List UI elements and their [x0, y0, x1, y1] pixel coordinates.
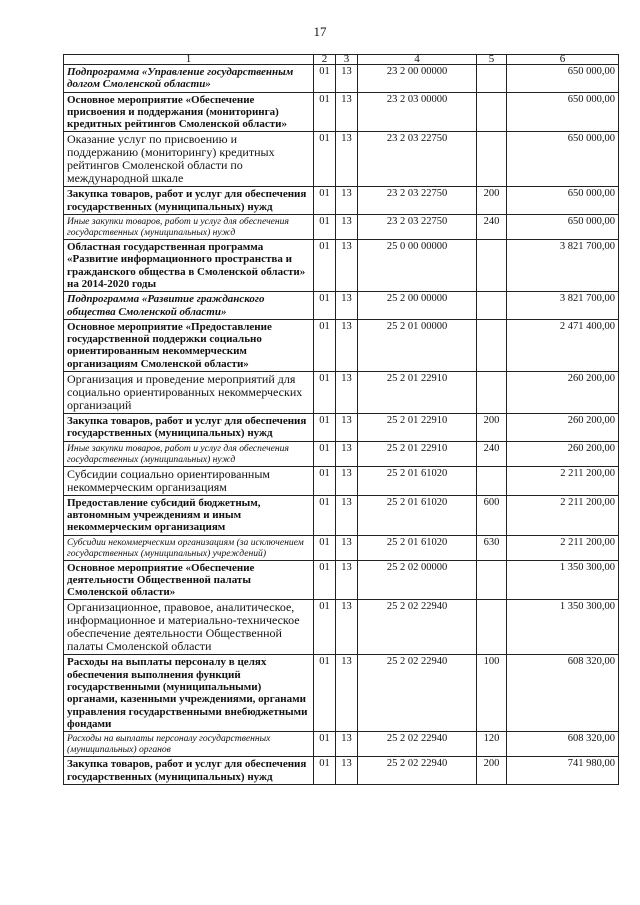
- row-target-article: 23 2 03 22750: [358, 187, 477, 215]
- row-amount: 260 200,00: [507, 441, 619, 466]
- row-amount: 1 350 300,00: [507, 600, 619, 655]
- row-name: Основное мероприятие «Обеспечение деятельности Общественной палаты Смоленской области»: [64, 560, 314, 600]
- table-row: [64, 292, 619, 320]
- row-target-article: 23 2 03 22750: [358, 215, 477, 240]
- row-subsection-code: 13: [336, 466, 358, 495]
- row-section-code: 01: [314, 560, 336, 600]
- header-col-5: 5: [477, 55, 507, 65]
- table-row: [64, 466, 619, 495]
- row-expense-type: [477, 466, 507, 495]
- row-expense-type: [477, 560, 507, 600]
- row-subsection-code: 13: [336, 187, 358, 215]
- row-amount: 650 000,00: [507, 187, 619, 215]
- row-target-article: 25 2 01 22910: [358, 414, 477, 442]
- row-section-code: 01: [314, 441, 336, 466]
- row-target-article: 25 2 01 22910: [358, 372, 477, 414]
- row-amount: 2 471 400,00: [507, 319, 619, 371]
- row-expense-type: [477, 600, 507, 655]
- row-target-article: 25 2 01 00000: [358, 319, 477, 371]
- row-expense-type: [477, 65, 507, 93]
- row-subsection-code: 13: [336, 319, 358, 371]
- header-col-6: 6: [507, 55, 619, 65]
- row-target-article: 25 2 02 22940: [358, 655, 477, 732]
- row-expense-type: [477, 372, 507, 414]
- row-name: Иные закупки товаров, работ и услуг для обеспечения государственных (муниципальных) нужд: [64, 441, 314, 466]
- table-row: [64, 757, 619, 785]
- row-amount: 260 200,00: [507, 414, 619, 442]
- row-name: Основное мероприятие «Предоставление государственной поддержки социально ориентированным некоммерческим организациям Смоленской области»: [64, 319, 314, 371]
- row-expense-type: 120: [477, 732, 507, 757]
- budget-table: [63, 54, 619, 785]
- row-name: Предоставление субсидий бюджетным, автономным учреждениям и иным некоммерческим организациям: [64, 495, 314, 535]
- row-name: Областная государственная программа «Развитие информационного пространства и гражданского общества в Смоленской области» на 2014-2020 годы: [64, 240, 314, 292]
- row-name: Основное мероприятие «Обеспечение присвоения и поддержания (мониторинга) кредитных рейтингов Смоленской области»: [64, 92, 314, 132]
- row-amount: 650 000,00: [507, 132, 619, 187]
- row-section-code: 01: [314, 757, 336, 785]
- row-name: Подпрограмма «Управление государственным долгом Смоленской области»: [64, 65, 314, 93]
- row-target-article: 25 2 01 61020: [358, 535, 477, 560]
- row-expense-type: [477, 132, 507, 187]
- row-expense-type: 240: [477, 215, 507, 240]
- row-name: Закупка товаров, работ и услуг для обеспечения государственных (муниципальных) нужд: [64, 757, 314, 785]
- table-row: [64, 441, 619, 466]
- row-section-code: 01: [314, 215, 336, 240]
- row-section-code: 01: [314, 655, 336, 732]
- row-name: Иные закупки товаров, работ и услуг для обеспечения государственных (муниципальных) нужд: [64, 215, 314, 240]
- row-target-article: 25 2 01 61020: [358, 466, 477, 495]
- row-amount: 2 211 200,00: [507, 535, 619, 560]
- row-target-article: 25 2 00 00000: [358, 292, 477, 320]
- row-amount: 608 320,00: [507, 655, 619, 732]
- table-row: [64, 187, 619, 215]
- row-section-code: 01: [314, 240, 336, 292]
- table-row: [64, 414, 619, 442]
- row-expense-type: 200: [477, 757, 507, 785]
- row-section-code: 01: [314, 414, 336, 442]
- row-target-article: 25 2 02 22940: [358, 732, 477, 757]
- row-subsection-code: 13: [336, 732, 358, 757]
- row-name: Подпрограмма «Развитие гражданского общества Смоленской области»: [64, 292, 314, 320]
- row-name: Организация и проведение мероприятий для социально ориентированных некоммерческих организаций: [64, 372, 314, 414]
- row-subsection-code: 13: [336, 240, 358, 292]
- row-target-article: 25 2 02 22940: [358, 757, 477, 785]
- row-name: Оказание услуг по присвоению и поддержанию (мониторингу) кредитных рейтингов Смоленской области по международной шкале: [64, 132, 314, 187]
- row-name: Субсидии некоммерческим организациям (за исключением государственных (муниципальных) учреждений): [64, 535, 314, 560]
- row-section-code: 01: [314, 92, 336, 132]
- row-name: Организационное, правовое, аналитическое, информационное и материально-техническое обеспечение деятельности Общественной палаты Смоленской области: [64, 600, 314, 655]
- row-subsection-code: 13: [336, 655, 358, 732]
- row-target-article: 25 0 00 00000: [358, 240, 477, 292]
- row-expense-type: [477, 92, 507, 132]
- row-amount: 3 821 700,00: [507, 240, 619, 292]
- row-target-article: 25 2 02 00000: [358, 560, 477, 600]
- row-subsection-code: 13: [336, 372, 358, 414]
- row-subsection-code: 13: [336, 560, 358, 600]
- row-amount: 260 200,00: [507, 372, 619, 414]
- row-expense-type: 600: [477, 495, 507, 535]
- row-amount: 3 821 700,00: [507, 292, 619, 320]
- table-row: [64, 319, 619, 371]
- header-col-2: 2: [314, 55, 336, 65]
- row-section-code: 01: [314, 732, 336, 757]
- row-section-code: 01: [314, 187, 336, 215]
- row-target-article: 25 2 01 61020: [358, 495, 477, 535]
- row-subsection-code: 13: [336, 292, 358, 320]
- row-section-code: 01: [314, 132, 336, 187]
- row-subsection-code: 13: [336, 92, 358, 132]
- row-subsection-code: 13: [336, 600, 358, 655]
- row-expense-type: [477, 292, 507, 320]
- row-subsection-code: 13: [336, 132, 358, 187]
- table-row: [64, 65, 619, 93]
- row-name: Закупка товаров, работ и услуг для обеспечения государственных (муниципальных) нужд: [64, 414, 314, 442]
- table-row: [64, 132, 619, 187]
- table-row: [64, 215, 619, 240]
- row-subsection-code: 13: [336, 65, 358, 93]
- row-target-article: 25 2 02 22940: [358, 600, 477, 655]
- row-section-code: 01: [314, 65, 336, 93]
- row-amount: 650 000,00: [507, 92, 619, 132]
- row-name: Закупка товаров, работ и услуг для обеспечения государственных (муниципальных) нужд: [64, 187, 314, 215]
- table-row: [64, 240, 619, 292]
- table-row: [64, 372, 619, 414]
- row-section-code: 01: [314, 600, 336, 655]
- row-section-code: 01: [314, 292, 336, 320]
- table-row: [64, 92, 619, 132]
- header-col-4: 4: [358, 55, 477, 65]
- row-subsection-code: 13: [336, 441, 358, 466]
- row-target-article: 23 2 03 22750: [358, 132, 477, 187]
- table-row: [64, 732, 619, 757]
- table-row: [64, 560, 619, 600]
- row-subsection-code: 13: [336, 215, 358, 240]
- row-expense-type: 630: [477, 535, 507, 560]
- table-row: [64, 535, 619, 560]
- row-section-code: 01: [314, 319, 336, 371]
- row-subsection-code: 13: [336, 495, 358, 535]
- header-col-3: 3: [336, 55, 358, 65]
- row-section-code: 01: [314, 466, 336, 495]
- row-expense-type: 100: [477, 655, 507, 732]
- row-section-code: 01: [314, 495, 336, 535]
- row-expense-type: 200: [477, 414, 507, 442]
- row-amount: 650 000,00: [507, 215, 619, 240]
- row-target-article: 25 2 01 22910: [358, 441, 477, 466]
- row-subsection-code: 13: [336, 414, 358, 442]
- row-subsection-code: 13: [336, 535, 358, 560]
- page-number: 17: [313, 24, 327, 39]
- row-name: Субсидии социально ориентированным некоммерческим организациям: [64, 466, 314, 495]
- row-amount: 1 350 300,00: [507, 560, 619, 600]
- row-amount: 2 211 200,00: [507, 495, 619, 535]
- table-row: [64, 495, 619, 535]
- row-target-article: 23 2 00 00000: [358, 65, 477, 93]
- row-name: Расходы на выплаты персоналу государственных (муниципальных) органов: [64, 732, 314, 757]
- row-amount: 608 320,00: [507, 732, 619, 757]
- row-section-code: 01: [314, 535, 336, 560]
- row-expense-type: 240: [477, 441, 507, 466]
- row-expense-type: [477, 319, 507, 371]
- row-name: Расходы на выплаты персоналу в целях обеспечения выполнения функций государственными (муниципальными) органами, казенными учреждениями, органами управления государственными внебюджетными фондами: [64, 655, 314, 732]
- row-target-article: 23 2 03 00000: [358, 92, 477, 132]
- row-subsection-code: 13: [336, 757, 358, 785]
- row-expense-type: [477, 240, 507, 292]
- row-section-code: 01: [314, 372, 336, 414]
- table-row: [64, 600, 619, 655]
- row-amount: 2 211 200,00: [507, 466, 619, 495]
- table-row: [64, 655, 619, 732]
- header-col-1: 1: [64, 55, 314, 65]
- row-amount: 741 980,00: [507, 757, 619, 785]
- table-header-row: [64, 55, 619, 65]
- row-amount: 650 000,00: [507, 65, 619, 93]
- row-expense-type: 200: [477, 187, 507, 215]
